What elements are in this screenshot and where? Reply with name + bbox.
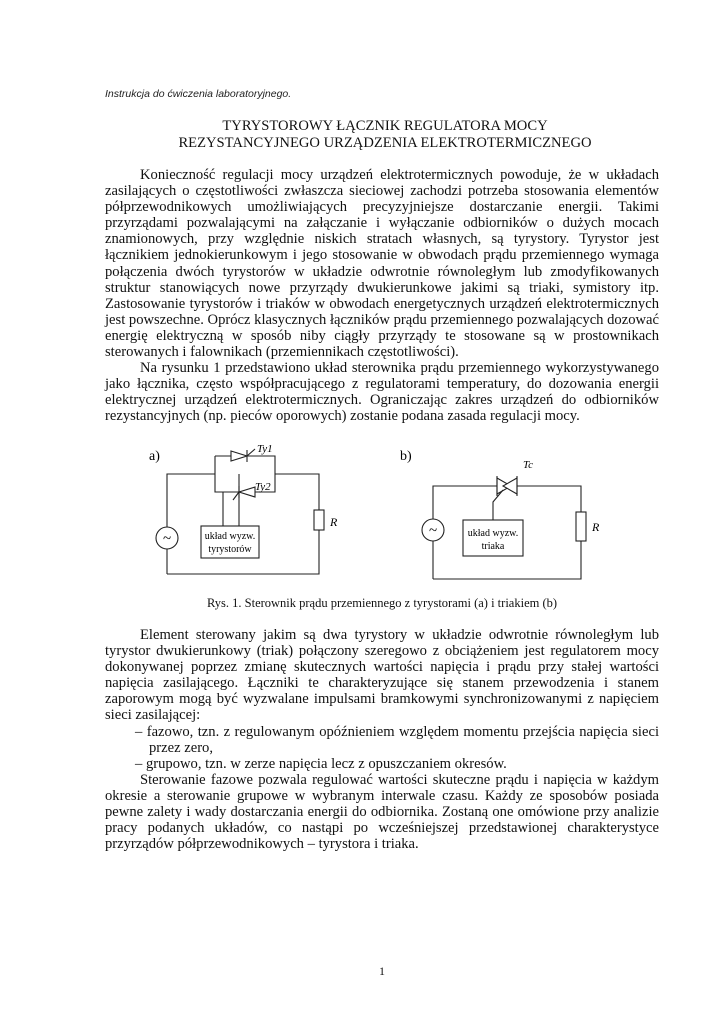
paragraph-3: Element sterowany jakim są dwa tyrystory w układzie odwrotnie równoległym lub tyrystor dwukierunkowy (triak) połączony szeregowo z obciążeniem jest regulatorem mocy dokonywanej poprzez zmianę skutecznych wartości napięcia i prądu przy stałej wartości napięcia zasilającego. Łączniki te charakteryzujące się stanem przewodzenia i stanem zaporowym mogą być wyzwalane impulsami bramkowymi synchronizowanymi z napięciem sieci zasilającej: — [105, 627, 659, 724]
page-number: 1 — [379, 964, 385, 978]
paragraph-1: Konieczność regulacji mocy urządzeń elektrotermicznych powoduje, że w układach zasilających o częstotliwości zwłaszcza sieciowej zachodzi potrzeba stosowania elementów półprzewodnikowych umożliwiających precyzyjniejsze dostarczanie energii. Takimi przyrządami pozwalającymi na załączanie i wyłączanie odbiorników o dużych mocach znamionowych, przy względnie niskich stratach własnych, są tyrystory. Tyrystor jest łącznikiem jednokierunkowym i jego stosowanie w obwodach prądu przemiennego wymaga połączenia dwóch tyrystorów w układzie odwrotnie równoległym lub zmodyfikowanych struktur stanowiących nowe przyrządy dwukierunkowe jakimi są triaki, symistory itp. Zastosowanie tyrystorów i triaków w obwodach energetycznych urządzeń elektrotermicznych jest powszechne. Oprócz klasycznych łączników prądu przemiennego pozwalających dozować energię elektryczną w sposób niby ciągły przyrządy te stosowane są w prostownikach sterowanych i falownikach (przemiennikach częstotliwości). — [105, 167, 659, 361]
list-item-1: – fazowo, tzn. z regulowanym opóźnieniem względem momentu przejścia napięcia sieci przez zero, — [135, 723, 659, 756]
figure-label-a: a) — [149, 449, 160, 464]
title-line-1: TYRYSTOROWY ŁĄCZNIK REGULATORA MOCY — [222, 118, 548, 134]
source-symbol-b: ~ — [428, 523, 438, 539]
resistor-a — [314, 510, 324, 530]
trigger-unit-a-line-2: tyrystorów — [208, 544, 252, 555]
paragraph-2: Na rysunku 1 przedstawiono układ sterownika prądu przemiennego wykorzystywanego jako łącznika, często współpracującego z regulatorami temperatury, do dozowania energii elektrycznej urządzeń elektrotermicznych. Ograniczając zakres urządzeń do odbiorników rezystancyjnych (np. pieców oporowych) zostanie podana zasada regulacji mocy. — [105, 360, 659, 425]
label-ty2: Ty2 — [255, 481, 271, 493]
list-item-2: – grupowo, tzn. w zerze napięcia lecz z opuszczaniem okresów. — [135, 755, 507, 772]
circuit-diagrams — [105, 444, 659, 594]
thyristor-ty2 — [239, 487, 255, 497]
thyristor-ty1 — [231, 451, 247, 461]
title-line-2: REZYSTANCYJNEGO URZĄDZENIA ELEKTROTERMICZNEGO — [178, 135, 592, 151]
source-symbol-a: ~ — [162, 531, 172, 547]
header-note: Instrukcja do ćwiczenia laboratoryjnego. — [105, 88, 292, 100]
trigger-unit-a-line-1: układ wyzw. — [204, 531, 256, 542]
label-r-b: R — [592, 520, 600, 534]
circuit-a — [156, 449, 324, 574]
figure-caption: Rys. 1. Sterownik prądu przemiennego z tyrystorami (a) i triakiem (b) — [206, 596, 558, 610]
label-ty1: Ty1 — [257, 444, 273, 455]
figure-1 — [105, 444, 659, 594]
resistor-b — [576, 512, 586, 541]
figure-label-b: b) — [400, 449, 412, 464]
main-section — [105, 627, 659, 852]
intro-section — [105, 167, 659, 425]
document-title — [105, 118, 665, 152]
label-r-a: R — [330, 515, 338, 529]
label-tc: Tc — [523, 459, 533, 471]
trigger-unit-b-line-1: układ wyzw. — [467, 528, 519, 539]
paragraph-4: Sterowanie fazowe pozwala regulować wartości skuteczne prądu i napięcia w każdym okresie a sterowanie grupowe w wybranym interwale czasu. Każdy ze sposobów posiada pewne zalety i wady dostarczania energii do odbiornika. Zostaną one omówione przy analizie pracy podanych układów, co nastąpi po wcześniejszej przedstawionej charakterystyce przyrządów półprzewodnikowych – tyrystora i triaka. — [105, 771, 659, 853]
trigger-unit-b-line-2: triaka — [481, 541, 505, 552]
